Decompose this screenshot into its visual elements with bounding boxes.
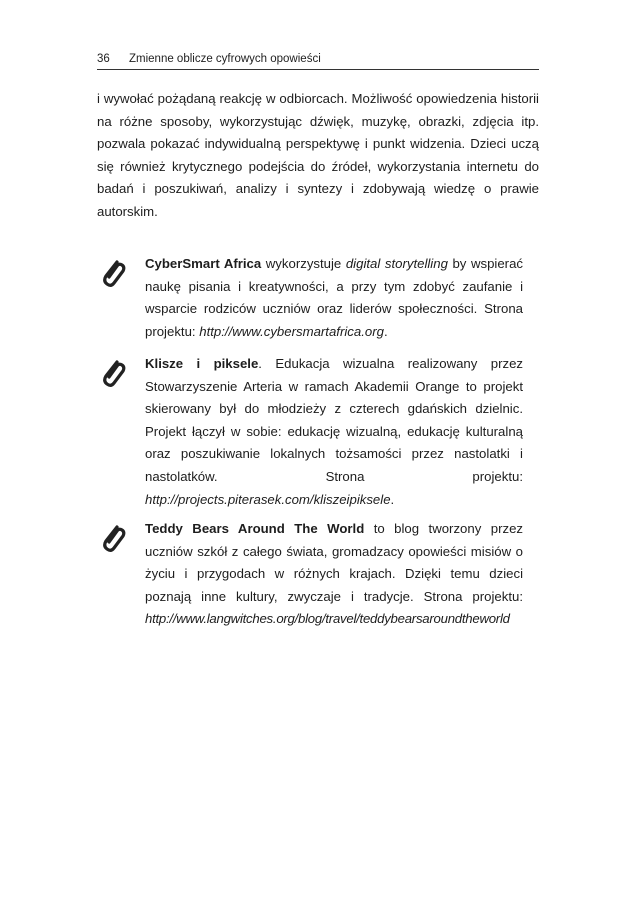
entry-url[interactable]: http://www.cybersmartafrica.org	[199, 323, 384, 339]
entry-text	[145, 518, 523, 631]
intro-paragraph: i wywołać pożądaną reakcję w odbiorcach. Możliwość opowiedzenia historii na różne sposoby, wykorzystując dźwięk, muzykę, obrazki, zdjęcia itp. pozwala pokazać indywidualną perspektywę i punkt widzenia. Dzieci uczą się również krytycznego podejścia do źródeł, wykorzystania internetu do badań i poszukiwań, analizy i syntezy i zdobywają wiedzę o prawie autorskim.	[97, 91, 539, 219]
entry-url[interactable]: http://projects.piterasek.com/kliszeipiksele	[145, 491, 391, 507]
paperclip-icon	[102, 524, 126, 558]
entry-title: CyberSmart Africa	[145, 256, 262, 271]
page-number: 36	[97, 53, 110, 65]
entry-end: .	[383, 323, 388, 339]
entry-body: wykorzystuje	[261, 256, 346, 271]
entry-body-cont: by wspierać naukę pisania i kreatywności, a przy tym zdobyć zaufanie i wsparcie rodziców uczniów oraz liderów społeczności. Strona projektu:	[145, 256, 523, 339]
paperclip-icon	[102, 259, 126, 293]
entry-body: to blog tworzony przez uczniów szkół z całego świata, gromadzacy opowieści misiów o życiu i przygodach w różnych krajach. Dzięki temu dzieci poznają inne kultury, zwyczaje i tradycje. Strona projektu:	[145, 521, 524, 604]
entry-title: Klisze i piksele	[145, 356, 259, 371]
entry-title: Teddy Bears Around The World	[145, 521, 365, 536]
entry-text	[145, 253, 523, 343]
entry-text	[145, 353, 523, 511]
entry-url[interactable]: http://www.langwitches.org/blog/travel/teddybearsaroundtheworld	[145, 611, 510, 627]
running-title: Zmienne oblicze cyfrowych opowieści	[129, 53, 321, 65]
running-header	[97, 52, 539, 70]
entry-end: .	[390, 491, 395, 507]
entry-body: . Edukacja wizualna realizowany przez Stowarzyszenie Arteria w ramach Akademii Orange to projekt skierowany był do młodzieży z czterech gdańskich dzielnic. Projekt łączył w sobie: edukację wizualną, edukację kulturalną oraz poszukiwanie lokalnych tożsamości przez nastolatki i nastolatków. Strona projektu:	[145, 356, 523, 484]
paperclip-icon	[102, 359, 126, 393]
entry-emphasis: digital storytelling	[345, 256, 448, 271]
